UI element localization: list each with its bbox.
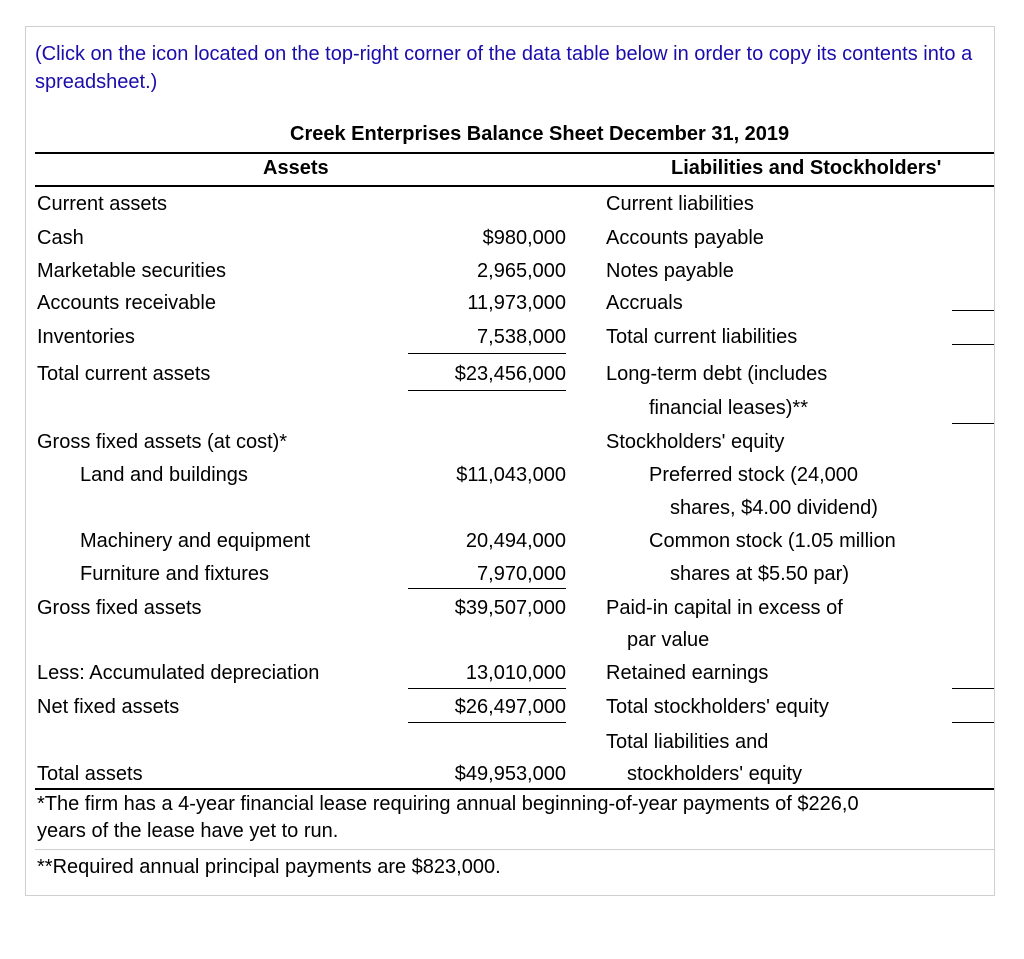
net-fixed-assets-label: Net fixed assets bbox=[37, 696, 180, 718]
accruals-label: Accruals bbox=[606, 292, 683, 314]
inventories-label: Inventories bbox=[37, 326, 135, 348]
footnote-lease-cont: years of the lease have yet to run. bbox=[37, 820, 339, 842]
inventories-value: 7,538,000 bbox=[477, 326, 566, 348]
cash-value: $980,000 bbox=[482, 227, 566, 249]
paid-in-capital-label-cont: par value bbox=[627, 629, 710, 651]
accounts-receivable-label: Accounts receivable bbox=[37, 292, 216, 314]
marketable-securities-value: 2,965,000 bbox=[477, 260, 566, 282]
furniture-fixtures-label: Furniture and fixtures bbox=[80, 563, 269, 585]
title-rule bbox=[35, 152, 995, 154]
problem-frame bbox=[25, 26, 995, 896]
copy-instruction-text: (Click on the icon located on the top-right corner of the data table below in order to copy its contents into a spreadsheet.) bbox=[35, 43, 973, 93]
long-term-debt-label-cont: financial leases)** bbox=[649, 397, 808, 419]
total-liabilities-equity-label-cont: stockholders' equity bbox=[627, 763, 803, 785]
subtotal-rule bbox=[408, 353, 566, 354]
total-liabilities-equity-label: Total liabilities and bbox=[606, 731, 769, 753]
footnote-principal: **Required annual principal payments are $823,000. bbox=[37, 856, 501, 878]
current-liabilities-label: Current liabilities bbox=[606, 193, 754, 215]
gross-fixed-assets-value: $39,507,000 bbox=[454, 597, 566, 619]
total-assets-value: $49,953,000 bbox=[454, 763, 566, 785]
current-assets-label: Current assets bbox=[37, 193, 168, 215]
header-rule bbox=[35, 185, 995, 187]
land-buildings-label: Land and buildings bbox=[80, 464, 248, 486]
assets-header: Assets bbox=[263, 157, 329, 179]
machinery-equipment-value: 20,494,000 bbox=[465, 530, 566, 552]
subtotal-rule bbox=[408, 722, 566, 723]
total-current-liabilities-label: Total current liabilities bbox=[606, 326, 798, 348]
subtotal-rule bbox=[408, 588, 566, 589]
subtotal-rule bbox=[408, 688, 566, 689]
notes-payable-label: Notes payable bbox=[606, 260, 734, 282]
accounts-payable-label: Accounts payable bbox=[606, 227, 764, 249]
table-title: Creek Enterprises Balance Sheet December 31, 2019 bbox=[290, 123, 790, 145]
total-current-assets-value: $23,456,000 bbox=[454, 363, 566, 385]
long-term-debt-label: Long-term debt (includes bbox=[606, 363, 828, 385]
accounts-receivable-value: 11,973,000 bbox=[467, 292, 566, 314]
footnote-lease: *The firm has a 4-year financial lease requiring annual beginning-of-year payments of $226,0 bbox=[37, 793, 859, 815]
furniture-fixtures-value: 7,970,000 bbox=[477, 563, 566, 585]
total-current-assets-label: Total current assets bbox=[37, 363, 211, 385]
gross-fixed-assets-cost-label: Gross fixed assets (at cost)* bbox=[37, 431, 288, 453]
cash-label: Cash bbox=[37, 227, 84, 249]
balance-sheet-table bbox=[35, 119, 995, 896]
accumulated-depreciation-label: Less: Accumulated depreciation bbox=[37, 662, 320, 684]
net-fixed-assets-value: $26,497,000 bbox=[454, 696, 566, 718]
footer-rule bbox=[35, 788, 995, 790]
clipped-value-rule bbox=[952, 688, 995, 689]
clipped-value-rule bbox=[952, 344, 995, 345]
clipped-value-rule bbox=[952, 423, 995, 424]
clipped-value-rule bbox=[952, 722, 995, 723]
paid-in-capital-label: Paid-in capital in excess of bbox=[606, 597, 843, 619]
common-stock-label: Common stock (1.05 million bbox=[649, 530, 896, 552]
land-buildings-value: $11,043,000 bbox=[456, 464, 566, 486]
footnote-divider bbox=[35, 849, 995, 850]
machinery-equipment-label: Machinery and equipment bbox=[80, 530, 311, 552]
total-assets-label: Total assets bbox=[37, 763, 143, 785]
preferred-stock-label-cont: shares, $4.00 dividend) bbox=[670, 497, 878, 519]
marketable-securities-label: Marketable securities bbox=[37, 260, 226, 282]
clipped-value-rule bbox=[952, 310, 995, 311]
retained-earnings-label: Retained earnings bbox=[606, 662, 769, 684]
stockholders-equity-label: Stockholders' equity bbox=[606, 431, 785, 453]
liabilities-header: Liabilities and Stockholders' bbox=[671, 157, 942, 179]
preferred-stock-label: Preferred stock (24,000 bbox=[649, 464, 858, 486]
gross-fixed-assets-label: Gross fixed assets bbox=[37, 597, 202, 619]
total-stockholders-equity-label: Total stockholders' equity bbox=[606, 696, 829, 718]
common-stock-label-cont: shares at $5.50 par) bbox=[670, 563, 849, 585]
accumulated-depreciation-value: 13,010,000 bbox=[465, 662, 566, 684]
subtotal-rule bbox=[408, 390, 566, 391]
